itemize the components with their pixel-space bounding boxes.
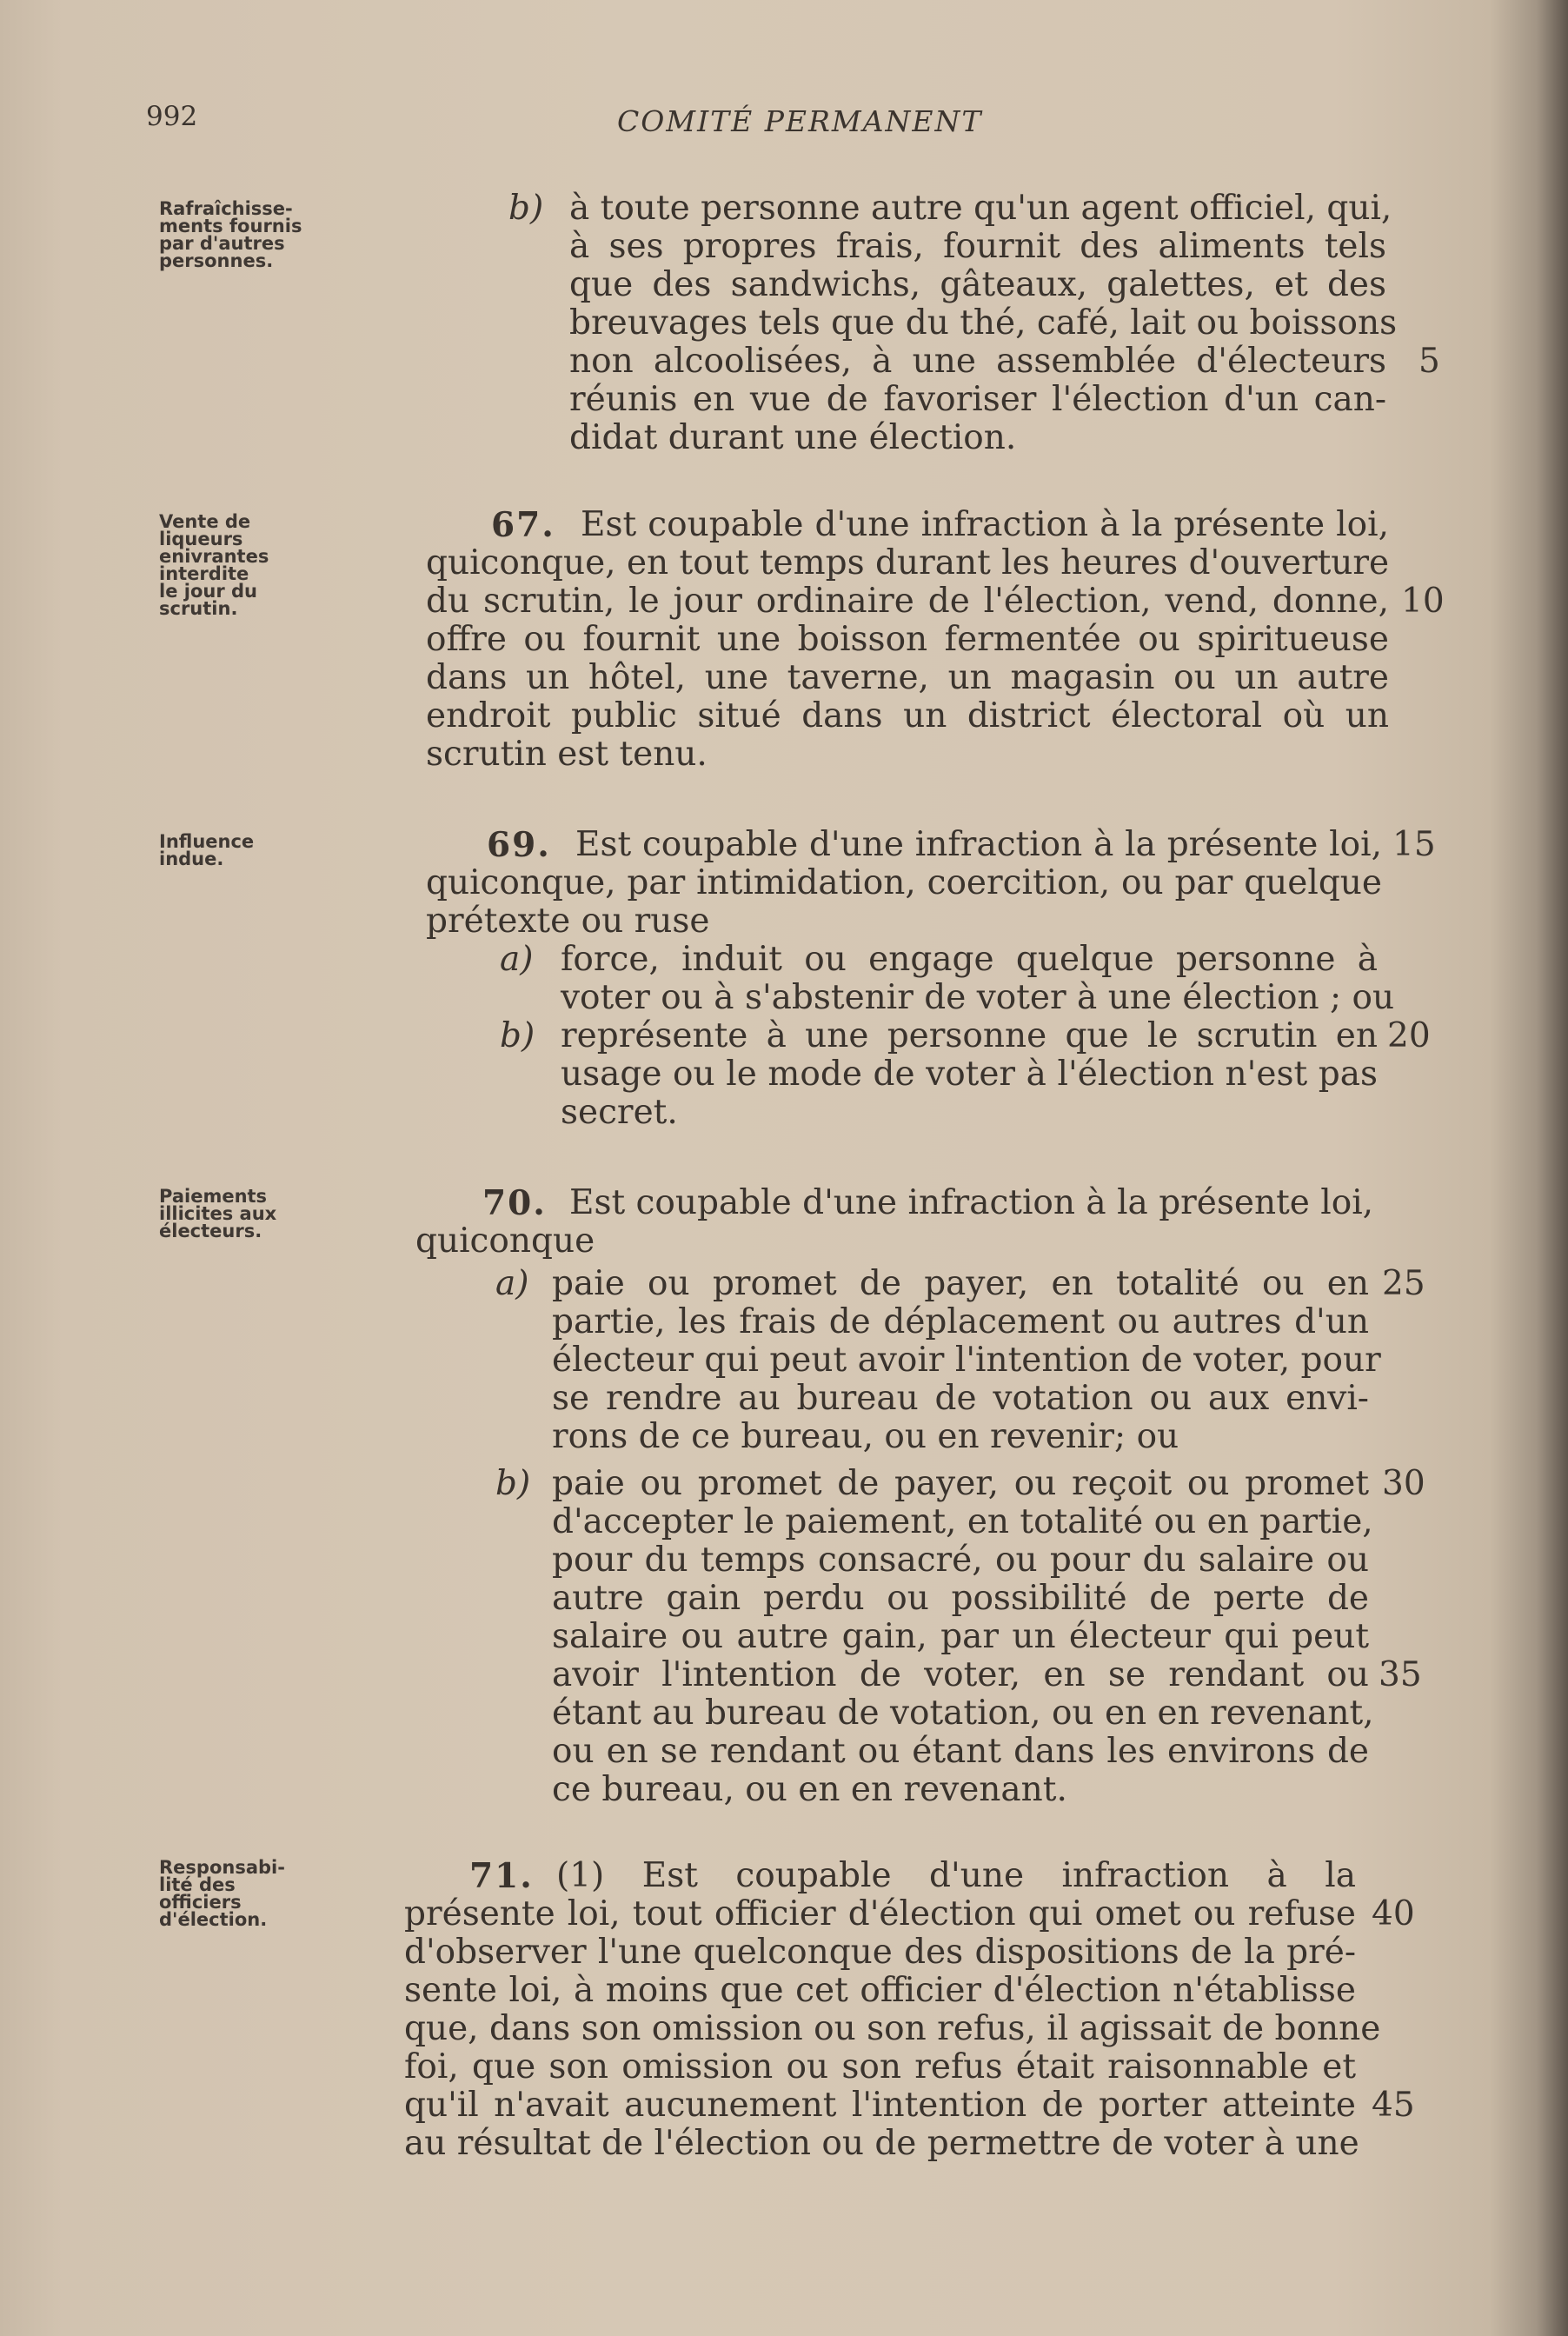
text-line: paie ou promet de payer, en totalité ou en [552, 1264, 1369, 1303]
text-line: prétexte ou ruse [426, 902, 710, 941]
line-number: 45 [1372, 2086, 1415, 2125]
text-line: foi, que son omission ou son refus était raisonnable et [404, 2047, 1356, 2086]
section-number: 70. [482, 1183, 547, 1223]
text-line: à ses propres frais, fournit des aliments tels [569, 227, 1386, 266]
text-line: quiconque, par intimidation, coercition, ou par quelque [426, 863, 1382, 902]
text-line: ce bureau, ou en en revenant. [552, 1770, 1067, 1809]
text-line: électeur qui peut avoir l'intention de voter, pour [552, 1341, 1381, 1380]
text-line: (1) Est coupable d'une infraction à la [556, 1856, 1356, 1895]
text-line: autre gain perdu ou possibilité de perte de [552, 1579, 1369, 1618]
text-line: rons de ce bureau, ou en revenir; ou [552, 1417, 1179, 1456]
text-line: quiconque, en tout temps durant les heures d'ouverture [426, 543, 1390, 582]
line-number: 5 [1419, 342, 1440, 381]
text-line: qu'il n'avait aucunement l'intention de porter atteinte [404, 2086, 1356, 2125]
text-line: Est coupable d'une infraction à la présente loi, [569, 1183, 1374, 1222]
text-line: d'accepter le paiement, en totalité ou en partie, [552, 1502, 1373, 1541]
section-number: 69. [487, 825, 551, 865]
margin-note: Influence indue. [159, 831, 255, 869]
line-number: 10 [1401, 582, 1445, 621]
paragraph-letter: b) [508, 189, 544, 228]
line-number: 15 [1392, 825, 1436, 864]
text-line: d'observer l'une quelconque des dispositions de la pré- [404, 1933, 1356, 1972]
margin-note: Paiements illicites aux électeurs. [159, 1186, 277, 1241]
text-line: sente loi, à moins que cet officier d'élection n'établisse [404, 1971, 1356, 2010]
text-line: non alcoolisées, à une assemblée d'électeurs [569, 342, 1386, 381]
text-line: force, induit ou engage quelque personne à [561, 940, 1378, 979]
text-line: à toute personne autre qu'un agent officiel, qui, [569, 189, 1392, 228]
line-number: 25 [1382, 1264, 1425, 1303]
paragraph-letter: b) [495, 1464, 531, 1503]
line-number: 40 [1372, 1894, 1415, 1933]
text-line: voter ou à s'abstenir de voter à une élection ; ou [561, 978, 1395, 1017]
text-line: étant au bureau de votation, ou en en revenant, [552, 1694, 1374, 1733]
text-line: didat durant une élection. [569, 418, 1017, 457]
text-line: Est coupable d'une infraction à la présente loi, [575, 825, 1382, 864]
margin-note: Responsabi- lité des officiers d'élection. [159, 1857, 285, 1930]
margin-note: Vente de liqueurs enivrantes interdite le jour du scrutin. [159, 511, 269, 619]
text-line: du scrutin, le jour ordinaire de l'élection, vend, donne, [426, 582, 1389, 621]
text-line: ou en se rendant ou étant dans les environs de [552, 1732, 1369, 1771]
text-line: au résultat de l'élection ou de permettre de voter à une [404, 2124, 1359, 2163]
paragraph-letter: a) [495, 1264, 529, 1303]
text-line: se rendre au bureau de votation ou aux envi- [552, 1379, 1369, 1418]
text-line: salaire ou autre gain, par un électeur qui peut [552, 1617, 1369, 1656]
margin-note: Rafraîchisse- ments fournis par d'autres personnes. [159, 198, 302, 271]
page-number: 992 [146, 101, 198, 132]
text-line: offre ou fournit une boisson fermentée ou spiritueuse [426, 620, 1389, 659]
text-line: secret. [561, 1093, 678, 1132]
text-line: endroit public situé dans un district électoral où un [426, 696, 1389, 735]
running-head: COMITÉ PERMANENT [617, 104, 983, 138]
text-line: Est coupable d'une infraction à la présente loi, [581, 505, 1389, 544]
text-line: réunis en vue de favoriser l'élection d'un can- [569, 380, 1386, 419]
text-line: dans un hôtel, une taverne, un magasin ou un autre [426, 658, 1389, 697]
text-line: pour du temps consacré, ou pour du salaire ou [552, 1541, 1369, 1580]
line-number: 30 [1382, 1464, 1425, 1503]
section-number: 67. [491, 505, 555, 545]
text-line: que, dans son omission ou son refus, il agissait de bonne [404, 2009, 1381, 2048]
text-line: représente à une personne que le scrutin en [561, 1016, 1378, 1055]
text-line: avoir l'intention de voter, en se rendant ou [552, 1655, 1369, 1694]
section-number: 71. [469, 1856, 534, 1896]
line-number: 20 [1387, 1016, 1431, 1055]
text-line: scrutin est tenu. [426, 735, 708, 774]
paragraph-letter: a) [500, 940, 534, 979]
text-line: breuvages tels que du thé, café, lait ou boissons [569, 303, 1398, 343]
text-line: paie ou promet de payer, ou reçoit ou promet [552, 1464, 1369, 1503]
paragraph-letter: b) [500, 1016, 535, 1055]
text-line: que des sandwichs, gâteaux, galettes, et des [569, 265, 1386, 304]
line-number: 35 [1379, 1655, 1422, 1694]
text-line: partie, les frais de déplacement ou autres d'un [552, 1302, 1369, 1341]
text-line: usage ou le mode de voter à l'élection n'est pas [561, 1055, 1378, 1094]
text-line: présente loi, tout officier d'élection qui omet ou refuse [404, 1894, 1356, 1933]
text-line: quiconque [415, 1221, 595, 1261]
